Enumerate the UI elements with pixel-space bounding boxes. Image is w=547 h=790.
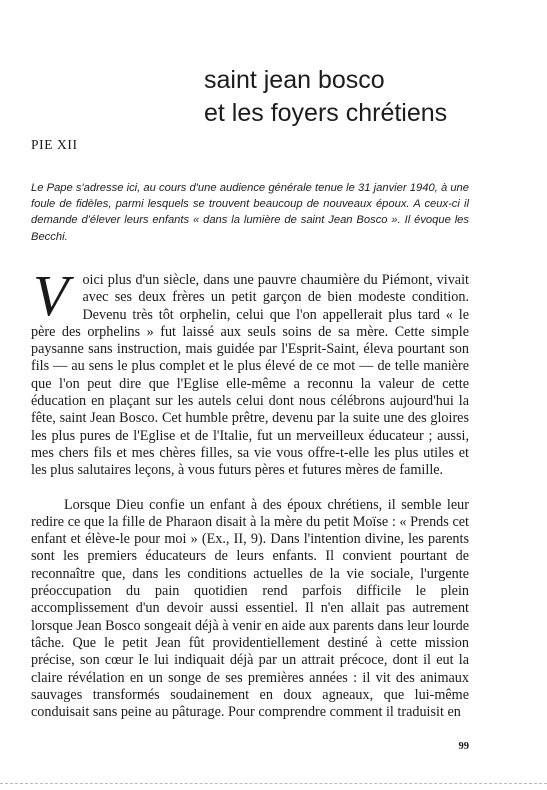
- intro-paragraph: Le Pape s'adresse ici, au cours d'une audience générale tenue le 31 janvier 1940, à une foule de fidèles, parmi lesquels se trouvent beaucoup de nouveaux époux. A ceux-ci il demande d'élever leurs enfants « dans la lumière de saint Jean Bosco ». Il évoque les Becchi.: [31, 182, 469, 243]
- title-line-1: saint jean bosco: [204, 66, 385, 94]
- page-number: 99: [458, 741, 469, 752]
- body-paragraph-1: [31, 263, 469, 480]
- body-paragraph-1-text: oici plus d'un siècle, dans une pauvre chaumière du Piémont, vivait avec ses deux frères un petit garçon de bien modeste condition. Devenu très tôt orphelin, celui que l'on appellerait plus tard « le père des orphelins » fut laissé aux seuls soins de sa mère. Cette simple paysanne sans instruction, mais guidée par l'Esprit-Saint, éleva pourtant son fils — au sens le plus complet et le plus élevé de ce mot — de telle manière que l'on peut dire que l'Eglise elle-même a reconnu la valeur de cette éducation en plaçant sur les autels celui dont nous célébrons aujourd'hui la fête, saint Jean Bosco. Cet humble prêtre, devenu par la suite une des gloires les plus pures de l'Eglise et de l'Italie, fut un merveilleux éducateur ; aussi, mes chers fils et mes chères filles, sa vie vous offre-t-elle les plus utiles et les plus salutaires leçons, à vous futurs pères et futures mères de famille.: [31, 272, 469, 479]
- title-line-2: et les foyers chrétiens: [204, 99, 448, 127]
- article-title: [204, 64, 504, 130]
- body-paragraph-2: Lorsque Dieu confie un enfant à des époux chrétiens, il semble leur redire ce que la fille de Pharaon disait à la mère du petit Moïse : « Prends cet enfant et élève-le pour moi » (Ex., II, 9). Dans l'intention divine, les parents sont les premiers éducateurs de leurs enfants. Il convient pourtant de reconnaître que, dans les conditions actuelles de la vie sociale, l'urgente préoccupation du pain quotidien rend parfois difficile le plein accomplissement d'un devoir aussi essentiel. Il n'en allait pas autrement lorsque Jean Bosco songeait déjà à venir en aide aux parents dans leur lourde tâche. Que le petit Jean fût providentiellement destiné à cette mission précise, son cœur le lui indiquait déjà par un attrait précoce, dont il eut la claire révélation en un songe de ses premières années : il vit des animaux sauvages transformés soudainement en doux agneaux, que lui-même conduisait sans peine au pâturage. Pour comprendre comment il traduisit en: [31, 496, 469, 721]
- drop-cap: V: [33, 263, 69, 328]
- bottom-divider: [0, 783, 547, 784]
- article-body: [31, 263, 469, 721]
- author-name: PIE XII: [31, 137, 78, 152]
